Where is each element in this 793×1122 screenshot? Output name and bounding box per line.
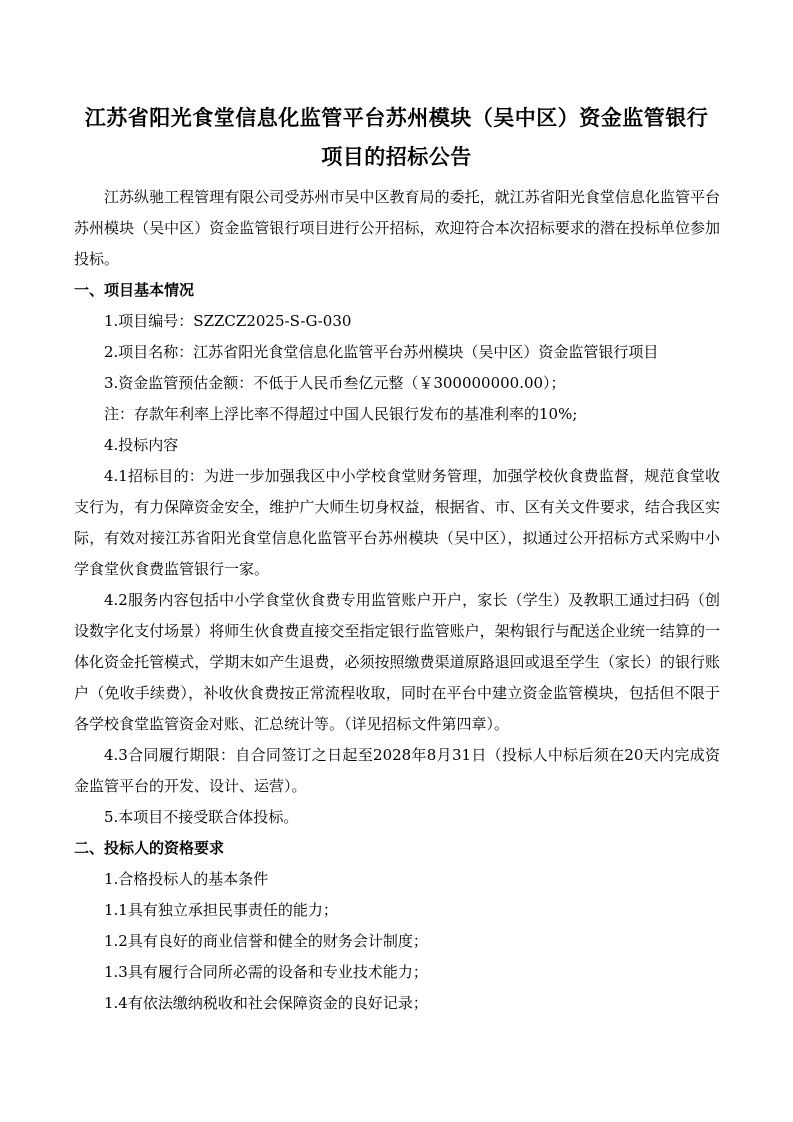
section1-item4: 4.投标内容 (104, 436, 179, 454)
section2-item1: 1.合格投标人的基本条件 (104, 870, 269, 888)
section1-heading: 一、项目基本情况 (74, 281, 195, 299)
section1-item5: 5.本项目不接受联合体投标。 (104, 808, 299, 826)
section2-heading: 二、投标人的资格要求 (74, 839, 225, 857)
section2-item1-3: 1.3具有履行合同所必需的设备和专业技术能力； (104, 963, 428, 981)
section1-item1: 1.项目编号：SZZCZ2025-S-G-030 (104, 312, 352, 330)
section1-item3: 3.资金监管预估金额：不低于人民币叁亿元整（￥300000000.00）； (104, 374, 566, 392)
document-title-line1: 江苏省阳光食堂信息化监管平台苏州模块（吴中区）资金监管银行 (84, 106, 709, 130)
section1-note: 注：存款年利率上浮比率不得超过中国人民银行发布的基准利率的10%; (104, 405, 578, 423)
document-body (74, 182, 720, 1019)
section2-item1-2: 1.2具有良好的商业信誉和健全的财务会计制度； (104, 932, 428, 950)
section1-item4-1: 4.1招标目的：为进一步加强我区中小学校食堂财务管理，加强学校伙食费监督，规范食堂收支行为，有力保障资金安全，维护广大师生切身权益，根据省、市、区有关文件要求，结合我区实际，有效对接江苏省阳光食堂信息化监管平台苏州模块（吴中区），拟通过公开招标方式采购中小学食堂伙食费监管银行一家。 (74, 467, 720, 578)
section1-item4-3: 4.3合同履行期限：自合同签订之日起至2028年8月31日（投标人中标后须在20天内完成资金监管平台的开发、设计、运营）。 (74, 746, 720, 795)
document-title-line2: 项目的招标公告 (321, 145, 472, 169)
section2-item1-4: 1.4有依法缴纳税收和社会保障资金的良好记录； (104, 994, 428, 1012)
section2-item1-1: 1.1具有独立承担民事责任的能力； (104, 901, 338, 919)
section1-item2: 2.项目名称：江苏省阳光食堂信息化监管平台苏州模块（吴中区）资金监管银行项目 (104, 343, 659, 361)
intro-paragraph: 江苏纵驰工程管理有限公司受苏州市吴中区教育局的委托，就江苏省阳光食堂信息化监管平台苏州模块（吴中区）资金监管银行项目进行公开招标，欢迎符合本次招标要求的潜在投标单位参加投标。 (74, 188, 720, 268)
section1-item4-2: 4.2服务内容包括中小学食堂伙食费专用监管账户开户，家长（学生）及教职工通过扫码（创设数字化支付场景）将师生伙食费直接交至指定银行监管账户，架构银行与配送企业统一结算的一体化资金托管模式，学期末如产生退费，必须按照缴费渠道原路退回或退至学生（家长）的银行账户（免收手续费），补收伙食费按正常流程收取，同时在平台中建立资金监管模块，包括但不限于各学校食堂监管资金对账、汇总统计等。（详见招标文件第四章）。 (74, 591, 720, 733)
